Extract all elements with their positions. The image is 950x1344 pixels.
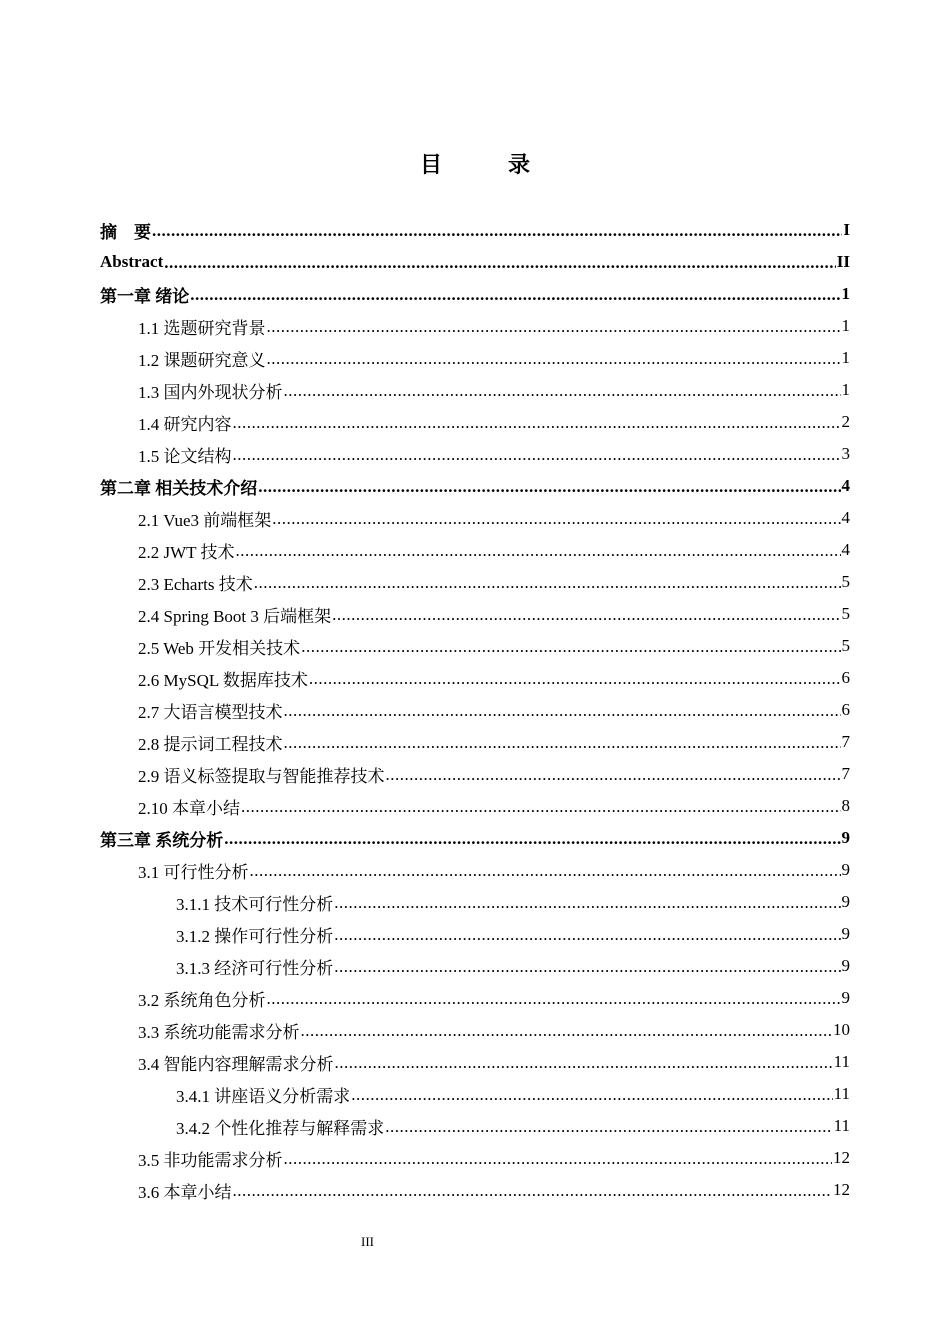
dot-leader — [190, 286, 840, 304]
dot-leader — [164, 254, 836, 272]
toc-entry-label: 2.8 提示词工程技术 — [138, 734, 283, 754]
toc-entry-page: 12 — [833, 1148, 850, 1167]
toc-entry-label: 3.1 可行性分析 — [138, 862, 249, 882]
toc-entry-page: 11 — [833, 1084, 850, 1103]
toc-entry-page: 11 — [833, 1116, 850, 1135]
toc-entry[interactable] — [100, 854, 850, 886]
toc-entry-label: 3.6 本章小结 — [138, 1182, 232, 1202]
toc-entry[interactable] — [100, 438, 850, 470]
toc-entry[interactable] — [100, 1142, 850, 1174]
dot-leader — [152, 222, 842, 240]
toc-entry-label: 2.4 Spring Boot 3 后端框架 — [138, 606, 332, 626]
toc-entry-label: 3.4 智能内容理解需求分析 — [138, 1054, 334, 1074]
toc-entry-label: 2.1 Vue3 前端框架 — [138, 510, 272, 530]
toc-entry[interactable] — [100, 1078, 850, 1110]
toc-entry-page: 1 — [841, 316, 850, 335]
toc-entry[interactable] — [100, 918, 850, 950]
toc-entry-page: 9 — [841, 924, 850, 943]
dot-leader — [309, 670, 841, 688]
toc-entry-page: II — [836, 252, 850, 271]
toc-entry-label: 2.5 Web 开发相关技术 — [138, 638, 301, 658]
toc-entry-page: 9 — [841, 988, 850, 1007]
dot-leader — [334, 958, 840, 976]
toc-entry-page: 9 — [841, 860, 850, 879]
toc-entry-label: 3.4.2 个性化推荐与解释需求 — [176, 1118, 385, 1138]
toc-entry-label: 1.5 论文结构 — [138, 446, 232, 466]
toc-entry[interactable] — [100, 822, 850, 854]
dot-leader — [385, 1118, 832, 1136]
toc-entry-label: 1.4 研究内容 — [138, 414, 232, 434]
toc-entry-label: 2.9 语义标签提取与智能推荐技术 — [138, 766, 385, 786]
toc-entry-label: 3.5 非功能需求分析 — [138, 1150, 283, 1170]
toc-entry-page: 9 — [841, 956, 850, 975]
toc-entry[interactable] — [100, 598, 850, 630]
toc-entry-label: 2.7 大语言模型技术 — [138, 702, 283, 722]
toc-entry[interactable] — [100, 534, 850, 566]
dot-leader — [284, 382, 841, 400]
toc-entry[interactable] — [100, 566, 850, 598]
page-number: III — [361, 1234, 374, 1249]
toc-entry[interactable] — [100, 886, 850, 918]
dot-leader — [386, 766, 841, 784]
toc-entry-page: 4 — [841, 540, 850, 559]
dot-leader — [284, 702, 841, 720]
dot-leader — [267, 350, 841, 368]
toc-entry-label: 3.1.1 技术可行性分析 — [176, 894, 334, 914]
toc-entry[interactable] — [100, 1110, 850, 1142]
toc-entry-label: 第二章 相关技术介绍 — [100, 478, 258, 498]
toc-entry[interactable] — [100, 278, 850, 310]
toc-entry-page: 11 — [833, 1052, 850, 1071]
dot-leader — [335, 1054, 833, 1072]
toc-entry[interactable] — [100, 374, 850, 406]
toc-entry-page: 3 — [841, 444, 850, 463]
dot-leader — [284, 734, 841, 752]
toc-entry-page: 2 — [841, 412, 850, 431]
toc-entry-label: 第三章 系统分析 — [100, 830, 224, 850]
toc-entry[interactable] — [100, 1046, 850, 1078]
toc-entry-page: 10 — [833, 1020, 850, 1039]
dot-leader — [236, 542, 841, 560]
dot-leader — [301, 1022, 833, 1040]
dot-leader — [267, 318, 841, 336]
toc-title: 目 录 — [419, 152, 552, 177]
dot-leader — [224, 830, 840, 848]
toc-entry-page: 9 — [841, 892, 850, 911]
dot-leader — [272, 510, 840, 528]
toc-entry-page: 9 — [841, 828, 850, 847]
toc-entry-label: 第一章 绪论 — [100, 286, 190, 306]
toc-entry-label: 3.4.1 讲座语义分析需求 — [176, 1086, 351, 1106]
dot-leader — [267, 990, 841, 1008]
toc-entry-label: 1.2 课题研究意义 — [138, 350, 266, 370]
toc-entry-label: 3.1.2 操作可行性分析 — [176, 926, 334, 946]
dot-leader — [351, 1086, 832, 1104]
dot-leader — [284, 1150, 833, 1168]
toc-entry-page: 4 — [841, 476, 850, 495]
toc-entry-label: 2.2 JWT 技术 — [138, 542, 235, 562]
toc-entry-label: 3.2 系统角色分析 — [138, 990, 266, 1010]
toc-entry[interactable] — [100, 950, 850, 982]
toc-entry-label: 1.1 选题研究背景 — [138, 318, 266, 338]
toc-entry-page: 6 — [841, 700, 850, 719]
toc-entry-page: 8 — [841, 796, 850, 815]
dot-leader — [301, 638, 840, 656]
dot-leader — [254, 574, 841, 592]
toc-entry-page: 5 — [841, 636, 850, 655]
toc-entry[interactable] — [100, 246, 850, 278]
toc-entry-label: 3.1.3 经济可行性分析 — [176, 958, 334, 978]
toc-entry-page: 1 — [841, 348, 850, 367]
toc-entry-page: 5 — [841, 604, 850, 623]
toc-entry[interactable] — [100, 662, 850, 694]
toc-entry-page: 1 — [841, 284, 850, 303]
toc-entry[interactable] — [100, 726, 850, 758]
toc-entry[interactable] — [100, 214, 850, 246]
toc-entry[interactable] — [100, 790, 850, 822]
toc-entry[interactable] — [100, 1174, 850, 1206]
toc-entry[interactable] — [100, 982, 850, 1014]
toc-entry-label: 2.10 本章小结 — [138, 798, 240, 818]
toc-entry-label: 摘 要 — [100, 222, 151, 242]
dot-leader — [233, 1182, 833, 1200]
toc-entry[interactable] — [100, 1014, 850, 1046]
dot-leader — [233, 446, 841, 464]
toc-entry-page: 6 — [841, 668, 850, 687]
toc-entry-page: 7 — [841, 732, 850, 751]
dot-leader — [258, 478, 840, 496]
dot-leader — [334, 894, 840, 912]
toc-entry-label: 3.3 系统功能需求分析 — [138, 1022, 300, 1042]
toc-entry-page: I — [843, 220, 850, 239]
toc-entry[interactable] — [100, 342, 850, 374]
toc-entry-page: 4 — [841, 508, 850, 527]
toc-entry[interactable] — [100, 758, 850, 790]
toc-entry-label: 2.3 Echarts 技术 — [138, 574, 253, 594]
toc-entry[interactable] — [100, 694, 850, 726]
toc-entry[interactable] — [100, 502, 850, 534]
toc-entry-page: 5 — [841, 572, 850, 591]
toc-entry-label: 1.3 国内外现状分析 — [138, 382, 283, 402]
toc-entry-page: 12 — [833, 1180, 850, 1199]
toc-entry-page: 7 — [841, 764, 850, 783]
dot-leader — [241, 798, 841, 816]
toc-entry-page: 1 — [841, 380, 850, 399]
toc-entry[interactable] — [100, 470, 850, 502]
toc-entry[interactable] — [100, 406, 850, 438]
dot-leader — [332, 606, 840, 624]
dot-leader — [334, 926, 840, 944]
toc-entry[interactable] — [100, 630, 850, 662]
toc-entry-label: 2.6 MySQL 数据库技术 — [138, 670, 308, 690]
dot-leader — [233, 414, 841, 432]
table-of-contents — [100, 214, 850, 1206]
toc-entry[interactable] — [100, 310, 850, 342]
dot-leader — [250, 862, 841, 880]
toc-entry-label: Abstract — [100, 252, 164, 271]
